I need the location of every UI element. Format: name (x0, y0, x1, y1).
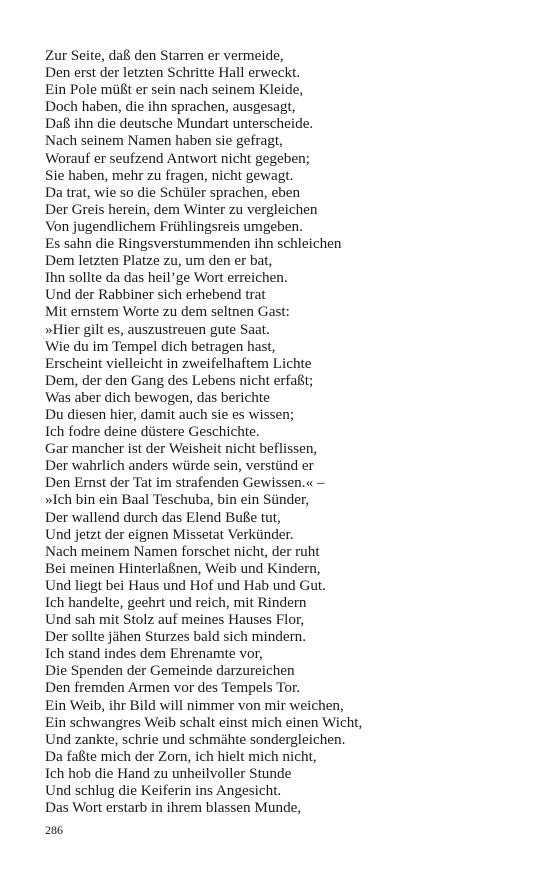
poem-line: Ein Pole müßt er sein nach seinem Kleide, (45, 81, 304, 99)
poem-line: Erscheint vielleicht in zweifelhaftem Lichte (45, 354, 312, 372)
poem-line: Der wallend durch das Elend Buße tut, (45, 508, 281, 526)
poem-line: Sie haben, mehr zu fragen, nicht gewagt. (45, 166, 294, 184)
poem-line: Von jugendlichem Frühlingsreis umgeben. (45, 217, 303, 235)
poem-line: Zur Seite, daß den Starren er vermeide, (45, 47, 284, 64)
poem-line: Ein Weib, ihr Bild will nimmer von mir weichen, (45, 696, 344, 714)
poem-line: Es sahn die Ringsverstummenden ihn schleichen (45, 235, 342, 253)
poem-line: Nach meinem Namen forschet nicht, der ruht (45, 542, 320, 560)
poem-line: Dem, der den Gang des Lebens nicht erfaßt; (45, 371, 314, 389)
poem-line: Ihn sollte da das heil’ge Wort erreichen. (45, 269, 288, 287)
poem-line: Da faßte mich der Zorn, ich hielt mich nicht, (45, 747, 317, 765)
poem-line: Der Greis herein, dem Winter zu vergleichen (45, 200, 318, 218)
poem-line: Nach seinem Namen haben sie gefragt, (45, 132, 283, 150)
poem-line: Mit ernstem Worte zu dem seltnen Gast: (45, 303, 290, 321)
poem-line: Und der Rabbiner sich erhebend trat (45, 286, 266, 304)
poem-line: »Ich bin ein Baal Teschuba, bin ein Sünder, (45, 491, 310, 509)
poem-line: Und sah mit Stolz auf meines Hauses Flor, (45, 611, 305, 629)
poem-line: Ein schwangres Weib schalt einst mich einen Wicht, (45, 713, 363, 731)
poem-line: Du diesen hier, damit auch sie es wissen; (45, 405, 295, 423)
poem-line: Den fremden Armen vor des Tempels Tor. (45, 679, 301, 697)
poem-line: Der sollte jähen Sturzes bald sich mindern. (45, 628, 307, 646)
poem-line: Bei meinen Hinterlaßnen, Weib und Kindern, (45, 559, 321, 577)
poem-line: Ich stand indes dem Ehrenamte vor, (45, 645, 263, 663)
page-number: 286 (45, 823, 63, 837)
poem-line: Gar mancher ist der Weisheit nicht beflissen, (45, 440, 318, 458)
poem-line: Daß ihn die deutsche Mundart unterscheide. (45, 115, 314, 133)
poem-line: Dem letzten Platze zu, um den er bat, (45, 252, 273, 270)
poem-text (45, 47, 515, 816)
poem-line: Wie du im Tempel dich betragen hast, (45, 337, 276, 355)
poem-line: Und schlug die Keiferin ins Angesicht. (45, 782, 282, 800)
poem-line: Der wahrlich anders würde sein, verstünd er (45, 457, 314, 475)
poem-line: Worauf er seufzend Antwort nicht gegeben; (45, 149, 310, 167)
poem-line: Das Wort erstarb in ihrem blassen Munde, (45, 799, 302, 817)
poem-line: Den Ernst der Tat im strafenden Gewissen.« – (45, 474, 325, 492)
poem-line: Was aber dich bewogen, das berichte (45, 388, 270, 406)
poem-line: Doch haben, die ihn sprachen, ausgesagt, (45, 98, 296, 116)
poem-line: Ich handelte, geehrt und reich, mit Rindern (45, 594, 307, 611)
poem-line: »Hier gilt es, auszustreuen gute Saat. (45, 320, 270, 338)
poem-line: Und zankte, schrie und schmähte sondergleichen. (45, 730, 346, 748)
poem-line: Da trat, wie so die Schüler sprachen, eben (45, 183, 301, 201)
poem-line: Und liegt bei Haus und Hof und Hab und Gut. (45, 576, 326, 594)
poem-line: Und jetzt der eignen Missetat Verkünder. (45, 525, 294, 543)
poem-line: Ich fodre deine düstere Geschichte. (45, 423, 260, 441)
poem-line: Die Spenden der Gemeinde darzureichen (45, 662, 295, 680)
poem-line: Den erst der letzten Schritte Hall erweckt. (45, 64, 301, 82)
poem-line: Ich hob die Hand zu unheilvoller Stunde (45, 764, 292, 782)
